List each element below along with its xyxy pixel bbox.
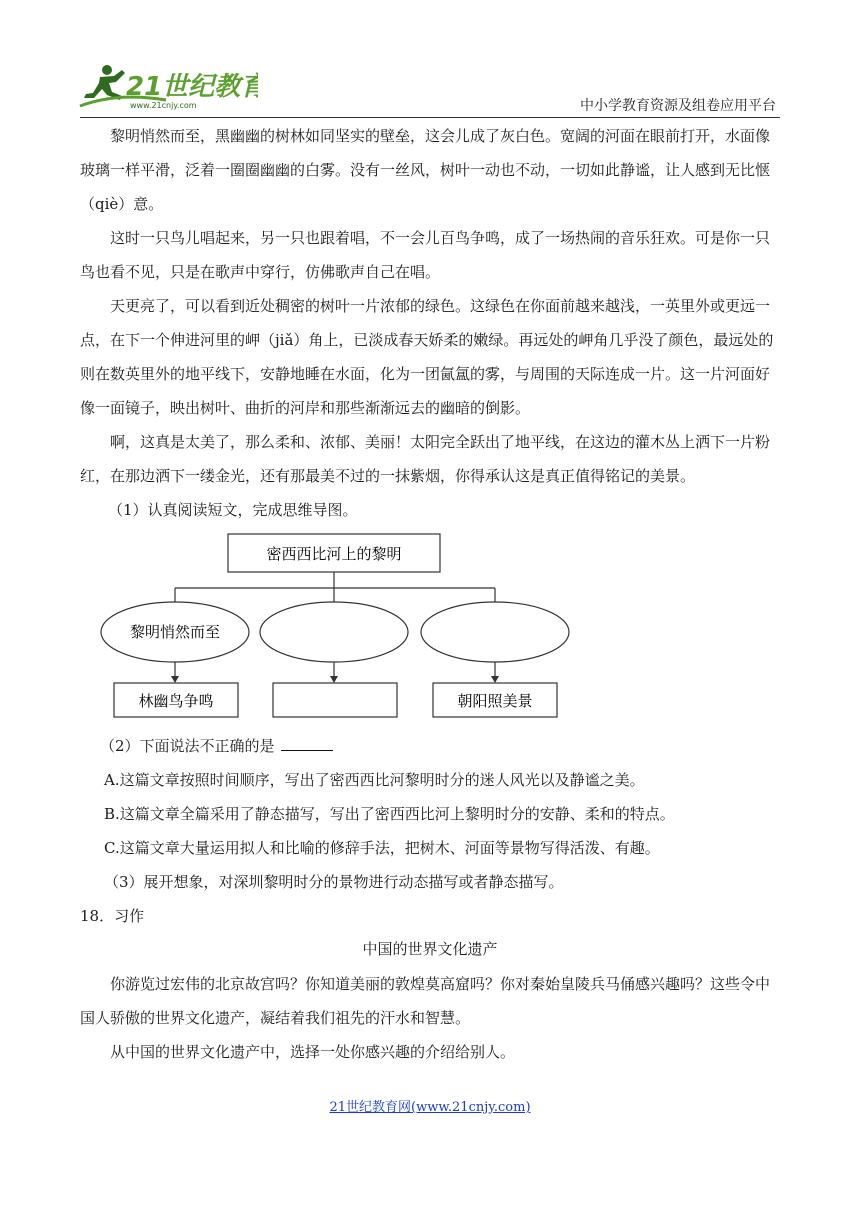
runner-logo-icon bbox=[78, 62, 258, 112]
passage-paragraph-4: 啊，这真是太美了，那么柔和、浓郁、美丽！太阳完全跃出了地平线，在这边的灌木丛上洒下一片粉红，在那边洒下一缕金光，还有那最美不过的一抹紫烟，你得承认这是真正值得铭记的美景。 bbox=[80, 433, 771, 485]
platform-name: 中小学教育资源及组卷应用平台 bbox=[580, 98, 776, 114]
svg-text:21世纪教育: 21世纪教育 bbox=[126, 72, 258, 102]
answer-blank[interactable] bbox=[281, 736, 333, 751]
footer-link[interactable]: 21世纪教育网(www.21cnjy.com) bbox=[329, 1100, 531, 1115]
mindmap-title: 密西西比河上的黎明 bbox=[266, 545, 402, 563]
site-logo bbox=[78, 62, 258, 112]
header-divider bbox=[80, 117, 780, 118]
passage-paragraph-1: 黎明悄然而至，黑幽幽的树林如同坚实的壁垒，这会儿成了灰白色。宽阔的河面在眼前打开，水面像玻璃一样平滑，泛着一圈圈幽幽的白雾。没有一丝风，树叶一动也不动，一切如此静谧，让人感到无比惬（qiè）意。 bbox=[80, 127, 771, 213]
passage-paragraph-2: 这时一只鸟儿唱起来，另一只也跟着唱，不一会儿百鸟争鸣，成了一场热闹的音乐狂欢。可是你一只鸟也看不见，只是在歌声中穿行，仿佛歌声自己在唱。 bbox=[80, 229, 771, 281]
essay-title: 中国的世界文化遗产 bbox=[362, 940, 498, 958]
question-3: （3）展开想象，对深圳黎明时分的景物进行动态描写或者静态描写。 bbox=[104, 873, 564, 891]
question-2 bbox=[100, 729, 333, 763]
option-a: A.这篇文章按照时间顺序，写出了密西西比河黎明时分的迷人风光以及静谧之美。 bbox=[104, 771, 645, 789]
task-18-label: 18．习作 bbox=[80, 907, 145, 925]
essay-instruction: 从中国的世界文化遗产中，选择一处你感兴趣的介绍给别人。 bbox=[110, 1043, 516, 1061]
svg-text:www.21cnjy.com: www.21cnjy.com bbox=[130, 101, 197, 110]
mind-map bbox=[100, 530, 570, 720]
option-c: C.这篇文章大量运用拟人和比喻的修辞手法，把树木、河面等景物写得活泼、有趣。 bbox=[104, 839, 660, 857]
passage-paragraph-3: 天更亮了，可以看到近处稠密的树叶一片浓郁的绿色。这绿色在你面前越来越浅，一英里外或更远一点，在下一个伸进河里的岬（jiǎ）角上，已淡成春天娇柔的嫩绿。再远处的岬角几乎没了颜色，最远处的则在数英里外的地平线下，安静地睡在水面，化为一团氤氲的雾，与周围的天际连成一片。这一片河面好像一面镜子，映出树叶、曲折的河岸和那些渐渐远去的幽暗的倒影。 bbox=[80, 297, 774, 417]
page-footer bbox=[0, 1096, 860, 1115]
mindmap-oval-2-blank[interactable] bbox=[260, 602, 408, 662]
mindmap-oval-3-blank[interactable] bbox=[421, 602, 569, 662]
question-2-prompt: （2）下面说法不正确的是 bbox=[100, 737, 275, 755]
question-1: （1）认真阅读短文，完成思维导图。 bbox=[108, 501, 358, 519]
option-b: B.这篇文章全篇采用了静态描写，写出了密西西比河上黎明时分的安静、柔和的特点。 bbox=[104, 805, 675, 823]
mindmap-box-3-label: 朝阳照美景 bbox=[457, 692, 533, 710]
essay-prompt: 你游览过宏伟的北京故宫吗？你知道美丽的敦煌莫高窟吗？你对秦始皇陵兵马俑感兴趣吗？这些令中国人骄傲的世界文化遗产，凝结着我们祖先的汗水和智慧。 bbox=[80, 975, 771, 1027]
mindmap-box-1-label: 林幽鸟争鸣 bbox=[138, 692, 214, 710]
mindmap-box-2-blank[interactable] bbox=[273, 683, 397, 717]
page-header bbox=[0, 0, 860, 120]
mindmap-oval-1-label: 黎明悄然而至 bbox=[129, 623, 221, 641]
